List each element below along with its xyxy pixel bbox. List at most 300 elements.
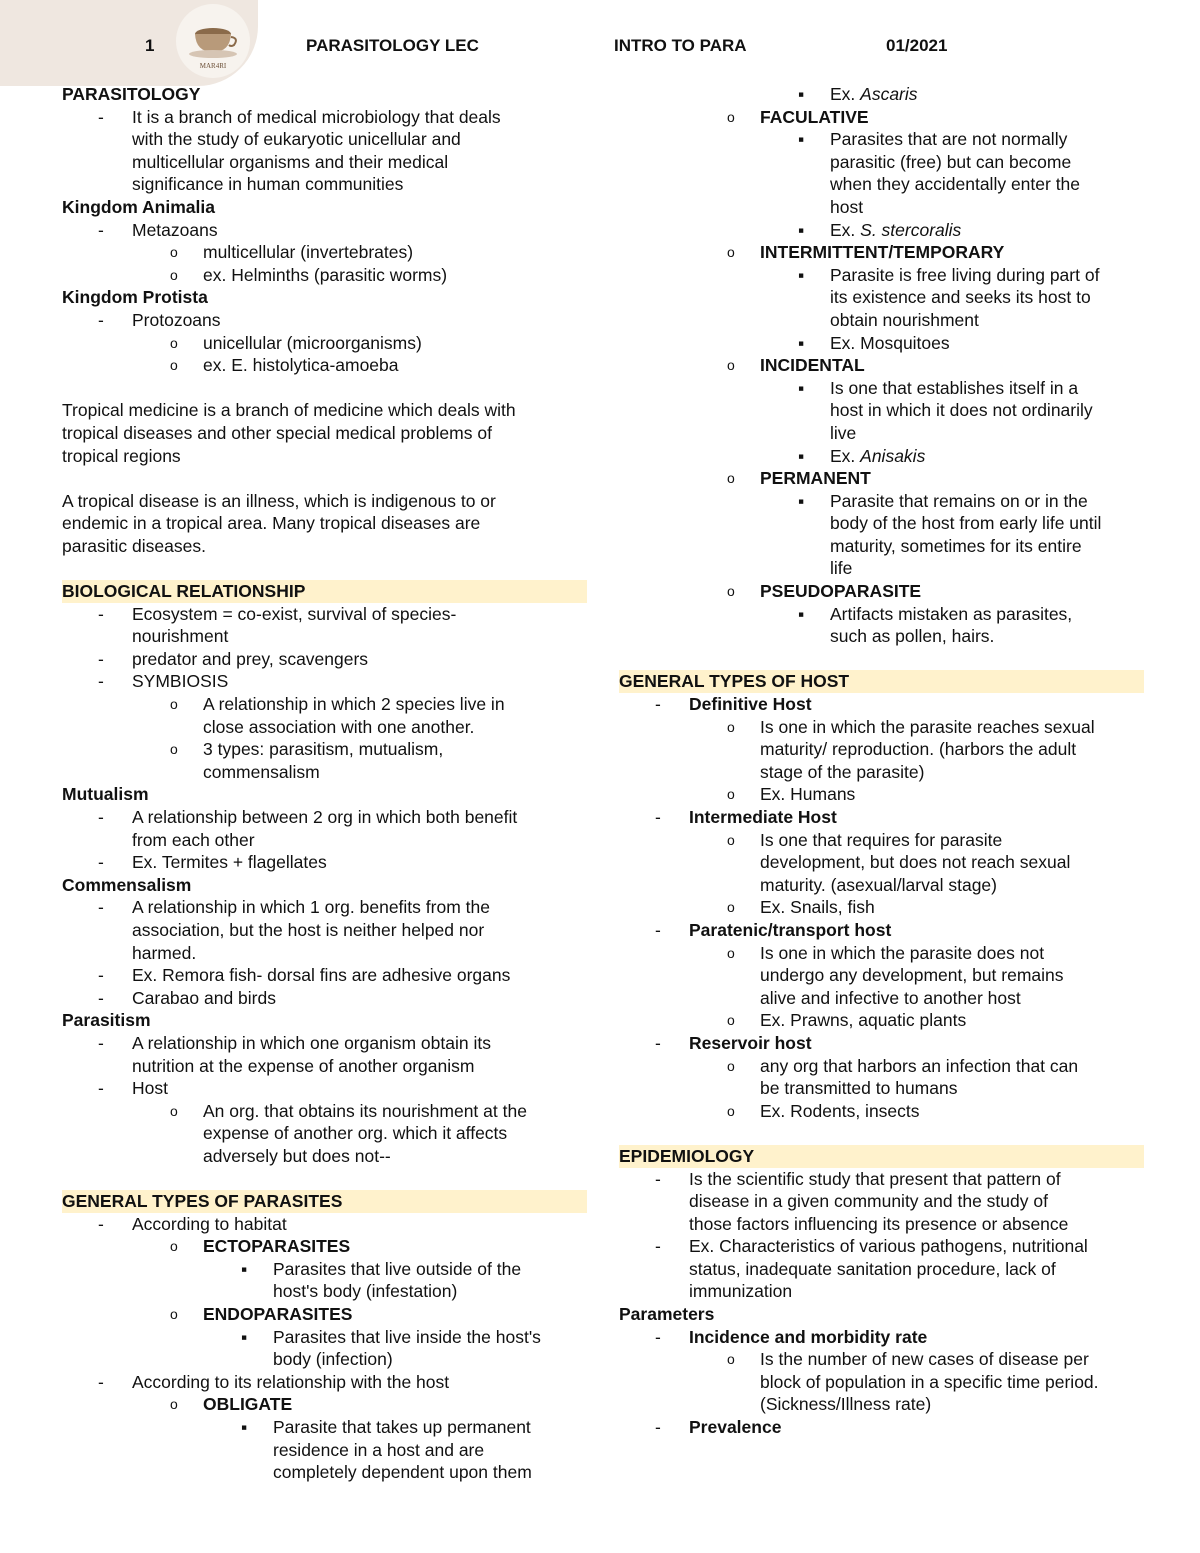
text: Parasite is free living during part of <box>830 264 1100 285</box>
text: A tropical disease is an illness, which is indigenous to or <box>62 490 496 511</box>
bullet-marker: - <box>98 987 104 1008</box>
bullet-marker: - <box>655 1417 661 1438</box>
text-line <box>619 1326 1144 1349</box>
text-line <box>62 1145 587 1168</box>
text: be transmitted to humans <box>760 1078 958 1099</box>
text: ENDOPARASITES <box>203 1304 353 1325</box>
text-line <box>619 445 1144 468</box>
text: expense of another org. which it affects <box>203 1123 508 1144</box>
text-line <box>62 1439 587 1462</box>
text-line <box>62 919 587 942</box>
text: A relationship in which 2 species live in <box>203 694 505 715</box>
text-line <box>62 648 587 671</box>
text: Reservoir host <box>689 1032 812 1053</box>
bullet-marker: - <box>98 671 104 692</box>
text: According to habitat <box>132 1213 287 1234</box>
bullet-marker: o <box>170 1102 178 1119</box>
subheading: Kingdom Animalia <box>62 196 215 217</box>
text: nourishment <box>132 626 229 647</box>
bullet-marker: o <box>727 108 735 125</box>
text: Carabao and birds <box>132 987 276 1008</box>
bullet-marker: o <box>170 741 178 758</box>
text: body of the host from early life until <box>830 513 1102 534</box>
text-line <box>62 490 587 513</box>
text-line <box>62 1303 587 1326</box>
italic-name: Ascaris <box>860 84 918 104</box>
text-line <box>62 874 587 897</box>
text: harmed. <box>132 942 197 963</box>
text: Ex. Mosquitoes <box>830 332 950 353</box>
text: Ecosystem = co-exist, survival of species- <box>132 603 457 624</box>
text-line <box>62 467 587 490</box>
text-line <box>619 1280 1144 1303</box>
text: maturity/ reproduction. (harbors the adult <box>760 739 1077 760</box>
text-line <box>62 603 587 626</box>
text-line <box>619 490 1144 513</box>
text-line <box>62 942 587 965</box>
text: immunization <box>689 1281 793 1302</box>
text-line <box>619 1371 1144 1394</box>
text: close association with one another. <box>203 716 475 737</box>
subheading: PARASITOLOGY <box>62 84 201 104</box>
bullet-marker: - <box>98 219 104 240</box>
text-line <box>619 1258 1144 1281</box>
bullet-marker: o <box>170 334 178 351</box>
text-line <box>619 942 1144 965</box>
course-title: PARASITOLOGY LEC <box>306 36 479 55</box>
text: Ex. S. stercoralis <box>830 219 962 240</box>
text-line <box>62 1461 587 1484</box>
text: Is one in which the parasite does not <box>760 942 1045 963</box>
text-line <box>62 964 587 987</box>
text: Incidence and morbidity rate <box>689 1326 928 1347</box>
text: alive and infective to another host <box>760 987 1021 1008</box>
bullet-marker: - <box>98 603 104 624</box>
text: Is one in which the parasite reaches sexual <box>760 716 1095 737</box>
text-line <box>62 332 587 355</box>
text: According to its relationship with the host <box>132 1371 450 1392</box>
text: Parasites that live inside the host's <box>273 1326 541 1347</box>
text: maturity. (asexual/larval stage) <box>760 874 997 895</box>
text-line <box>619 738 1144 761</box>
text-line <box>62 1213 587 1236</box>
bullet-marker: ▪ <box>798 129 805 150</box>
bullet-marker: o <box>727 357 735 374</box>
text-line <box>619 1213 1144 1236</box>
text: Ex. Snails, fish <box>760 897 875 918</box>
text: SYMBIOSIS <box>132 671 229 692</box>
text: stage of the parasite) <box>760 761 925 782</box>
text-line <box>619 603 1144 626</box>
text-line <box>619 806 1144 829</box>
bullet-marker: - <box>98 1032 104 1053</box>
text-line <box>619 377 1144 400</box>
text-line <box>62 512 587 535</box>
text-line <box>62 83 587 106</box>
text-line <box>619 1235 1144 1258</box>
text-line <box>619 1168 1144 1191</box>
text-line <box>619 625 1144 648</box>
text: GENERAL TYPES OF HOST <box>619 671 850 692</box>
text-line <box>619 716 1144 739</box>
text-line <box>619 422 1144 445</box>
subheading: Parameters <box>619 1304 715 1325</box>
bullet-marker: - <box>98 309 104 330</box>
bullet-marker: ▪ <box>798 603 805 624</box>
bullet-marker: o <box>727 583 735 600</box>
text-line <box>619 535 1144 558</box>
text-line <box>62 738 587 761</box>
text: INCIDENTAL <box>760 355 865 376</box>
text: development, but does not reach sexual <box>760 852 1071 873</box>
text-line <box>619 1009 1144 1032</box>
text-line <box>62 1168 587 1191</box>
text-line <box>619 1416 1144 1439</box>
text: An org. that obtains its nourishment at the <box>203 1100 527 1121</box>
bullet-marker: - <box>655 919 661 940</box>
text: Metazoans <box>132 219 218 240</box>
text: undergo any development, but remains <box>760 965 1064 986</box>
text-line <box>619 693 1144 716</box>
text: association, but the host is neither helped nor <box>132 919 485 940</box>
text-line <box>62 625 587 648</box>
text: PERMANENT <box>760 468 871 489</box>
text: obtain nourishment <box>830 309 979 330</box>
date: 01/2021 <box>886 36 948 55</box>
text: completely dependent upon them <box>273 1462 532 1483</box>
text: Is the scientific study that present that pattern of <box>689 1168 1061 1189</box>
bullet-marker: ▪ <box>798 264 805 285</box>
text: It is a branch of medical microbiology that deals <box>132 106 501 127</box>
text-line <box>619 964 1144 987</box>
text: ex. E. histolytica-amoeba <box>203 355 399 376</box>
text-line <box>62 1326 587 1349</box>
text-line <box>619 829 1144 852</box>
bullet-marker: o <box>170 266 178 283</box>
text-line <box>619 399 1144 422</box>
text-line <box>619 580 1144 603</box>
bullet-marker: o <box>170 357 178 374</box>
text-line <box>62 1258 587 1281</box>
text-line <box>62 1032 587 1055</box>
bullet-marker: o <box>727 1351 735 1368</box>
text-line <box>62 286 587 309</box>
bullet-marker: - <box>98 648 104 669</box>
text: parasitic (free) but can become <box>830 151 1072 172</box>
bullet-marker: - <box>655 1168 661 1189</box>
bullet-marker: o <box>170 696 178 713</box>
section-heading <box>619 670 1144 693</box>
text-line <box>62 196 587 219</box>
text: Parasites that live outside of the <box>273 1258 522 1279</box>
text-line <box>62 829 587 852</box>
text: INTERMITTENT/TEMPORARY <box>760 242 1005 263</box>
bullet-marker: o <box>170 244 178 261</box>
text-line <box>62 106 587 129</box>
text-line <box>62 128 587 151</box>
text-line <box>619 896 1144 919</box>
text-line <box>62 445 587 468</box>
text: Artifacts mistaken as parasites, <box>830 603 1073 624</box>
bullet-marker: o <box>727 786 735 803</box>
text-line <box>62 761 587 784</box>
text-line <box>62 1371 587 1394</box>
text: Definitive Host <box>689 694 812 715</box>
text-line <box>619 196 1144 219</box>
bullet-marker: o <box>727 244 735 261</box>
left-column <box>62 83 587 1484</box>
text: A relationship between 2 org in which both benefit <box>132 807 518 827</box>
bullet-marker: ▪ <box>798 219 805 240</box>
text-line <box>619 173 1144 196</box>
subheading: Commensalism <box>62 874 192 895</box>
text-line <box>62 535 587 558</box>
text: Ex. Humans <box>760 784 856 805</box>
bullet-marker: - <box>655 1326 661 1347</box>
text: such as pollen, hairs. <box>830 626 995 647</box>
text: disease in a given community and the study of <box>689 1191 1048 1212</box>
text-line <box>62 1235 587 1258</box>
bullet-marker: - <box>98 1078 104 1099</box>
text: Ex. Ascaris <box>830 84 918 104</box>
text-line <box>619 264 1144 287</box>
text: endemic in a tropical area. Many tropical diseases are <box>62 513 481 534</box>
bullet-marker: - <box>98 807 104 827</box>
section-heading <box>619 1145 1144 1168</box>
text-line <box>619 1348 1144 1371</box>
bullet-marker: - <box>98 897 104 918</box>
subheading: Parasitism <box>62 1010 151 1031</box>
text: predator and prey, scavengers <box>132 648 369 669</box>
text: Parasites that are not normally <box>830 129 1068 150</box>
text: BIOLOGICAL RELATIONSHIP <box>62 581 306 602</box>
text-line <box>619 1122 1144 1145</box>
text-line <box>619 332 1144 355</box>
text-line <box>619 1055 1144 1078</box>
bullet-marker: - <box>98 106 104 127</box>
text: Is the number of new cases of disease per <box>760 1349 1089 1370</box>
text-line <box>62 1348 587 1371</box>
text: unicellular (microorganisms) <box>203 332 422 353</box>
text-line <box>619 648 1144 671</box>
bullet-marker: ▪ <box>798 490 805 511</box>
text: Ex. Anisakis <box>830 445 926 466</box>
text: significance in human communities <box>132 174 404 195</box>
text: host <box>830 196 864 217</box>
subheading: Mutualism <box>62 784 149 805</box>
text: PSEUDOPARASITE <box>760 581 922 602</box>
text-line <box>62 693 587 716</box>
text-line <box>62 1122 587 1145</box>
bullet-marker: o <box>727 1102 735 1119</box>
text: Is one that establishes itself in a <box>830 377 1079 398</box>
text-line <box>619 987 1144 1010</box>
text: Host <box>132 1078 168 1099</box>
text-line <box>62 806 587 829</box>
text-line <box>62 173 587 196</box>
bullet-marker: ▪ <box>241 1258 248 1279</box>
bullet-marker: - <box>98 852 104 873</box>
bullet-marker: - <box>98 1371 104 1392</box>
text-line <box>619 241 1144 264</box>
text-line <box>619 1077 1144 1100</box>
text-line <box>62 1055 587 1078</box>
bullet-marker: - <box>98 1213 104 1234</box>
bullet-marker: - <box>655 1236 661 1257</box>
bullet-marker: ▪ <box>798 445 805 466</box>
text-line <box>619 851 1144 874</box>
text: FACULATIVE <box>760 106 869 127</box>
bullet-marker: o <box>727 1012 735 1029</box>
text: A relationship in which one organism obtain its <box>132 1032 491 1053</box>
text-line <box>619 106 1144 129</box>
text: Ex. Prawns, aquatic plants <box>760 1010 967 1031</box>
text: ex. Helminths (parasitic worms) <box>203 264 448 285</box>
text: Is one that requires for parasite <box>760 829 1003 850</box>
text-line <box>62 354 587 377</box>
text: those factors influencing its presence or absence <box>689 1213 1069 1234</box>
text-line <box>619 919 1144 942</box>
text-line <box>619 1303 1144 1326</box>
text: residence in a host and are <box>273 1439 485 1460</box>
bullet-marker: o <box>170 1306 178 1323</box>
bullet-marker: o <box>170 1238 178 1255</box>
text: tropical diseases and other special medical problems of <box>62 422 492 443</box>
text: status, inadequate sanitation procedure, lack of <box>689 1258 1056 1279</box>
text-line <box>62 716 587 739</box>
text: multicellular organisms and their medical <box>132 151 449 172</box>
bullet-marker: o <box>727 470 735 487</box>
bullet-marker: o <box>727 718 735 735</box>
text-line <box>62 422 587 445</box>
text: host in which it does not ordinarily <box>830 400 1093 421</box>
text-line <box>619 467 1144 490</box>
text-line <box>619 286 1144 309</box>
text-line <box>619 557 1144 580</box>
text-line <box>62 377 587 400</box>
bullet-marker: - <box>655 1032 661 1053</box>
text-line <box>62 1280 587 1303</box>
text-line <box>62 783 587 806</box>
text-line <box>62 557 587 580</box>
text-line <box>62 1416 587 1439</box>
text-line <box>619 1100 1144 1123</box>
text-line <box>62 241 587 264</box>
text-line <box>619 1190 1144 1213</box>
text-line <box>619 354 1144 377</box>
text-line <box>62 987 587 1010</box>
text: live <box>830 422 857 443</box>
text: any org that harbors an infection that can <box>760 1055 1079 1076</box>
bullet-marker: - <box>655 807 661 827</box>
section-heading <box>62 1190 587 1213</box>
text: parasitic diseases. <box>62 535 206 556</box>
text-line <box>619 1393 1144 1416</box>
text: life <box>830 558 853 579</box>
text-line <box>619 128 1144 151</box>
text-line <box>62 399 587 422</box>
bullet-marker: - <box>655 694 661 715</box>
text: ECTOPARASITES <box>203 1236 351 1257</box>
text: adversely but does not-- <box>203 1145 391 1166</box>
text: its existence and seeks its host to <box>830 287 1091 308</box>
bullet-marker: - <box>98 965 104 986</box>
text: Ex. Rodents, insects <box>760 1100 920 1121</box>
text: with the study of eukaryotic unicellular and <box>132 129 461 150</box>
text: host's body (infestation) <box>273 1281 458 1302</box>
text: GENERAL TYPES OF PARASITES <box>62 1191 343 1212</box>
bullet-marker: o <box>727 899 735 916</box>
right-column <box>619 83 1144 1439</box>
text: block of population in a specific time period. <box>760 1371 1099 1392</box>
text-line <box>62 264 587 287</box>
text: Protozoans <box>132 309 221 330</box>
italic-name: S. stercoralis <box>860 219 962 240</box>
text-line <box>619 761 1144 784</box>
section-heading <box>62 580 587 603</box>
coffee-cup-icon <box>176 4 250 78</box>
svg-text:MAR4RI: MAR4RI <box>199 62 227 70</box>
text: Prevalence <box>689 1417 782 1438</box>
page-number: 1 <box>145 36 155 55</box>
text-line <box>619 783 1144 806</box>
text: when they accidentally enter the <box>830 174 1081 195</box>
bullet-marker: ▪ <box>798 377 805 398</box>
text-line <box>62 851 587 874</box>
text: tropical regions <box>62 445 181 466</box>
text-line <box>619 309 1144 332</box>
text-line <box>619 1032 1144 1055</box>
topic-title: INTRO TO PARA <box>614 36 747 55</box>
text: Ex. Remora fish- dorsal fins are adhesive organs <box>132 965 511 986</box>
text-line <box>619 83 1144 106</box>
bullet-marker: ▪ <box>241 1417 248 1438</box>
text-line <box>619 874 1144 897</box>
text: nutrition at the expense of another organism <box>132 1055 475 1076</box>
text: multicellular (invertebrates) <box>203 242 414 263</box>
text-line <box>619 151 1144 174</box>
text: Ex. Termites + flagellates <box>132 852 327 873</box>
text: OBLIGATE <box>203 1394 293 1415</box>
text-line <box>62 309 587 332</box>
text-line <box>62 1077 587 1100</box>
text: Intermediate Host <box>689 807 837 827</box>
text: 3 types: parasitism, mutualism, <box>203 739 444 760</box>
bullet-marker: ▪ <box>241 1326 248 1347</box>
bullet-marker: ▪ <box>798 84 805 104</box>
italic-name: Anisakis <box>860 445 926 466</box>
text-line <box>62 670 587 693</box>
bullet-marker: o <box>170 1396 178 1413</box>
text: from each other <box>132 829 255 850</box>
text: (Sickness/Illness rate) <box>760 1394 932 1415</box>
text: EPIDEMIOLOGY <box>619 1145 755 1166</box>
text-line <box>62 1100 587 1123</box>
bullet-marker: o <box>727 1057 735 1074</box>
text-line <box>62 219 587 242</box>
text: Paratenic/transport host <box>689 919 892 940</box>
text: Ex. Characteristics of various pathogens, nutritional <box>689 1236 1088 1257</box>
text: Tropical medicine is a branch of medicine which deals with <box>62 400 516 421</box>
subheading: Kingdom Protista <box>62 287 208 308</box>
text: commensalism <box>203 761 320 782</box>
text: A relationship in which 1 org. benefits from the <box>132 897 490 918</box>
text: Parasite that remains on or in the <box>830 490 1088 511</box>
text-line <box>62 151 587 174</box>
text: maturity, sometimes for its entire <box>830 535 1082 556</box>
text: body (infection) <box>273 1349 393 1370</box>
text-line <box>619 219 1144 242</box>
